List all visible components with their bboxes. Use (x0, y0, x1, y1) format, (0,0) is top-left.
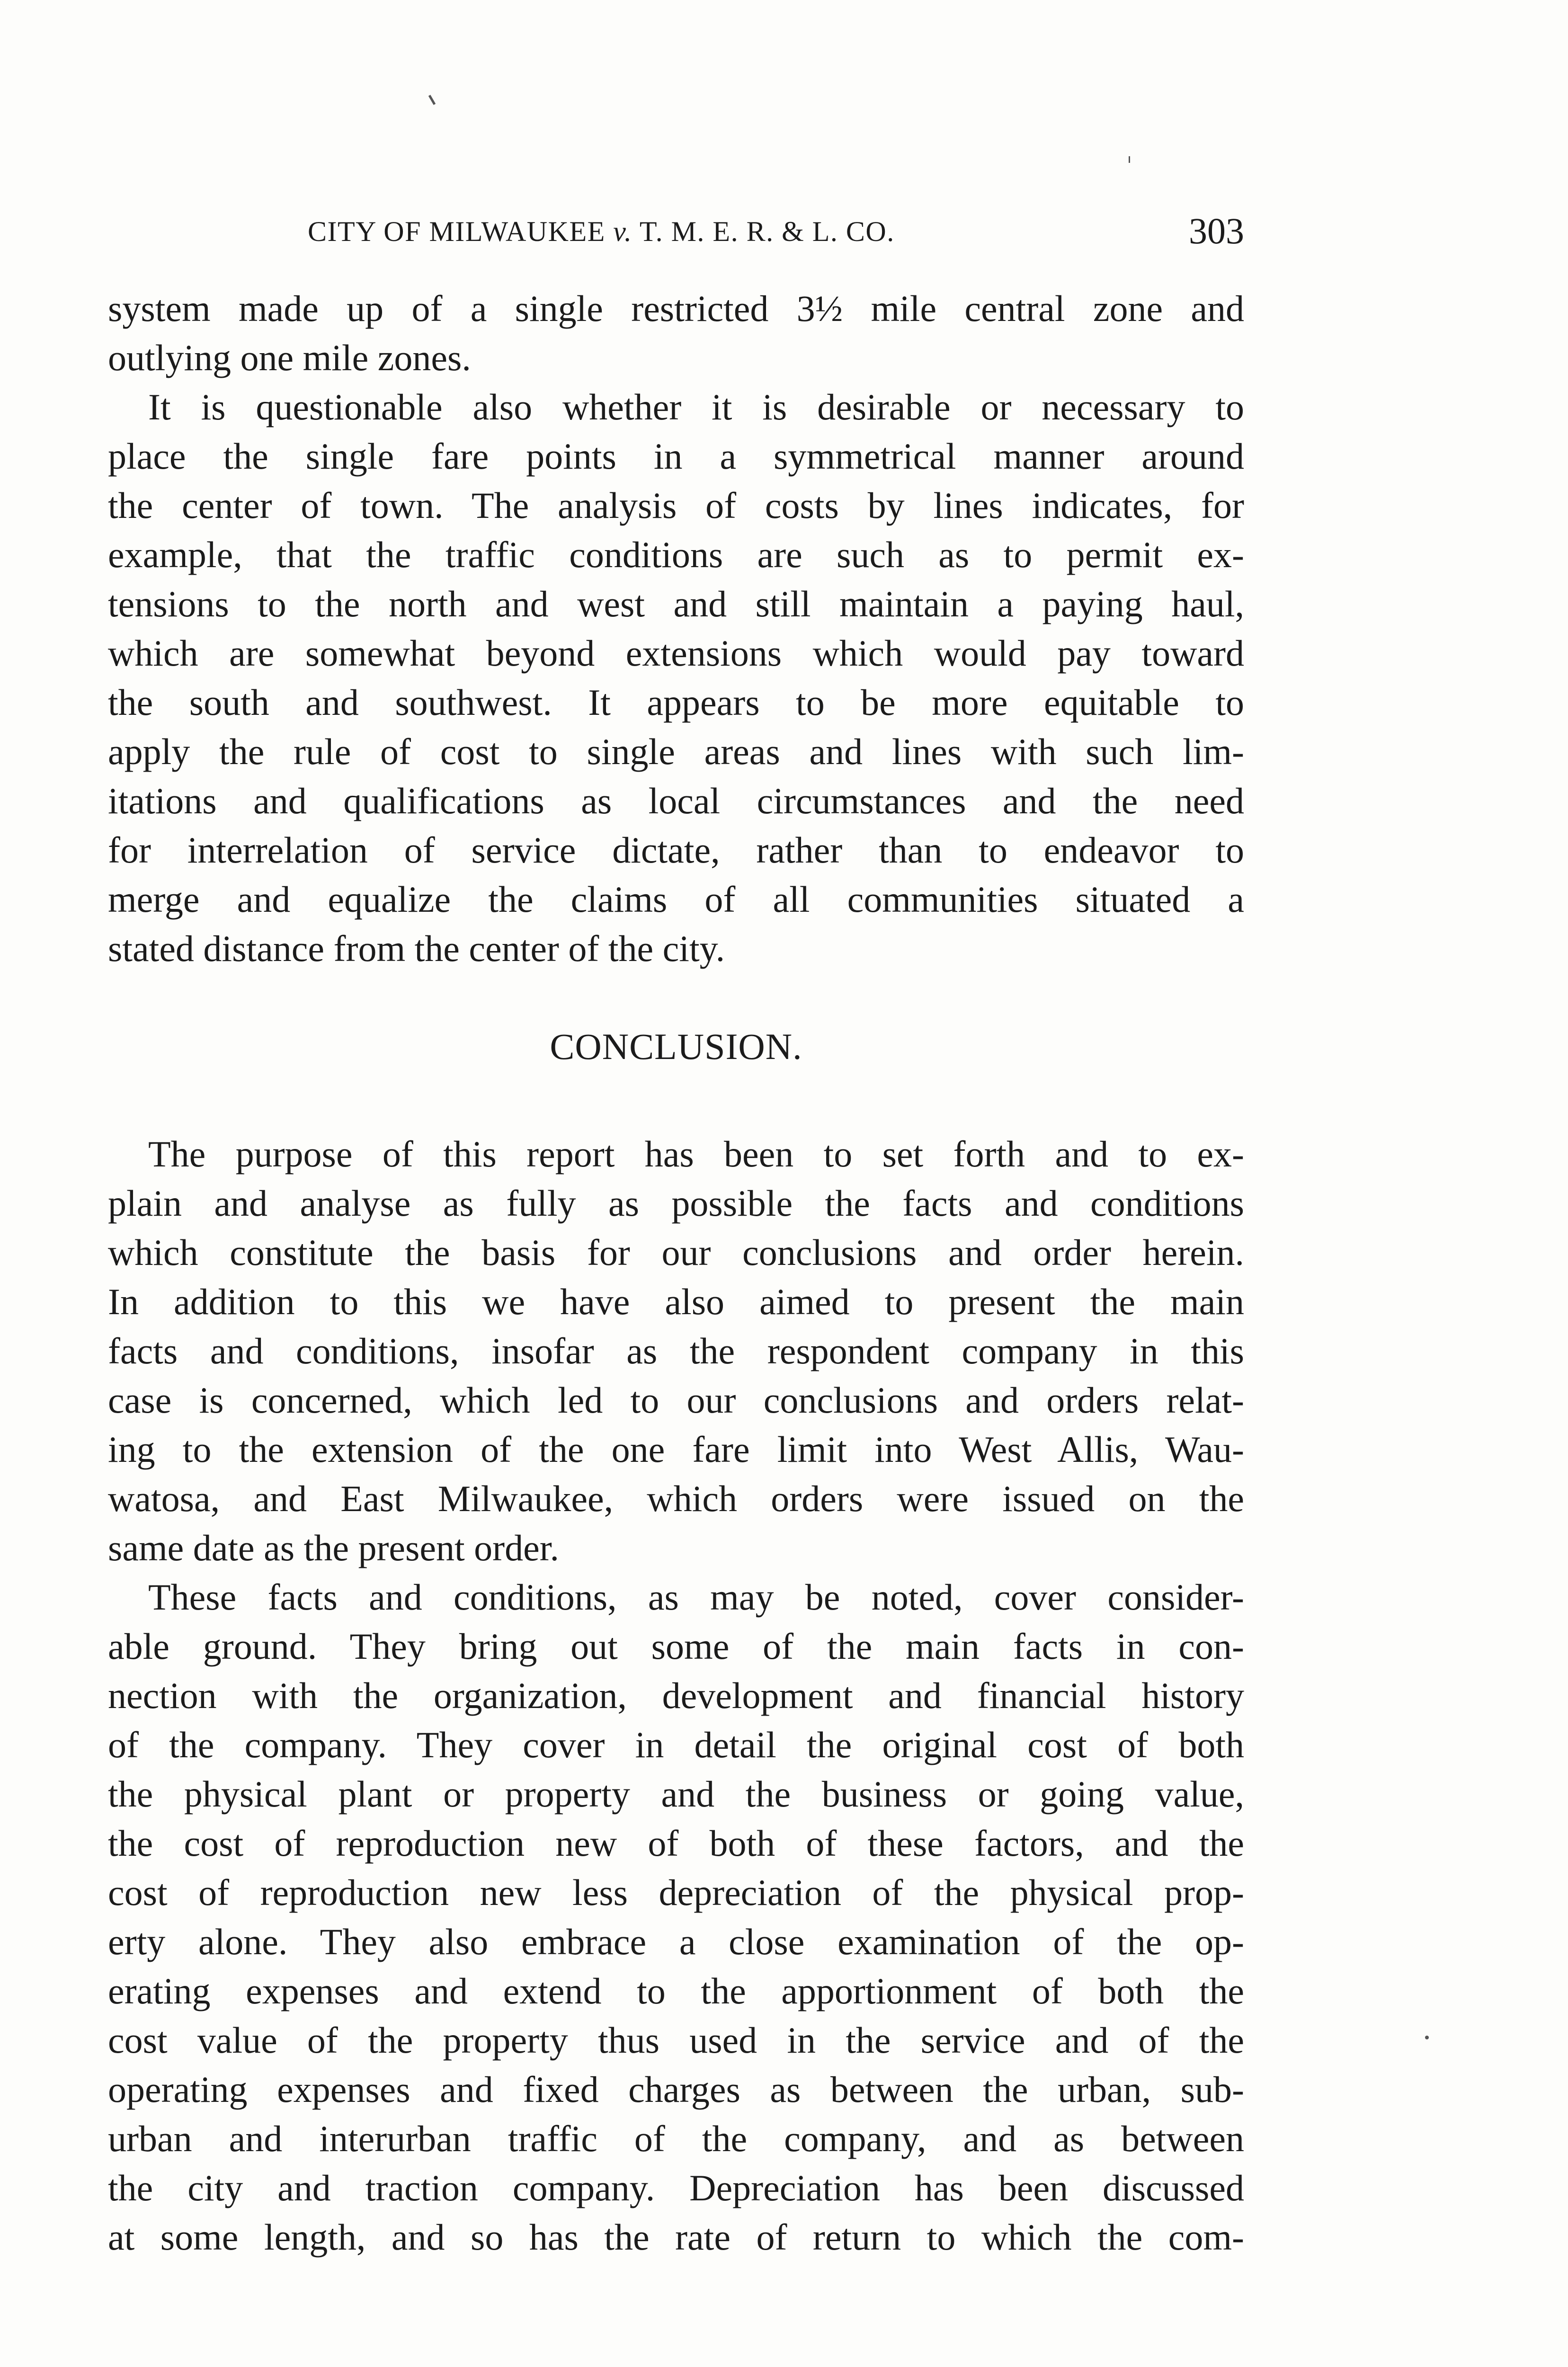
text-line: system made up of a single restricted 3½ mile central zone and (108, 288, 1244, 329)
text-line: cost value of the property thus used in the service and of the (108, 2020, 1244, 2061)
text-line: urban and interurban traffic of the company, and as between (108, 2118, 1244, 2159)
text-line: watosa, and East Milwaukee, which orders were issued on the (108, 1478, 1244, 1519)
text-line: outlying one mile zones. (108, 337, 471, 378)
text-line: These facts and conditions, as may be noted, cover consider- (148, 1576, 1244, 1618)
paragraph-report-purpose (108, 1130, 1244, 1573)
text-line: at some length, and so has the rate of return to which the com- (108, 2216, 1244, 2258)
text-line: for interrelation of service dictate, rather than to endeavor to (108, 829, 1244, 871)
text-line: the center of town. The analysis of costs by lines indicates, for (108, 485, 1244, 526)
text-line: cost of reproduction new less depreciation of the physical prop- (108, 1872, 1244, 1913)
scan-speck (1425, 2036, 1429, 2039)
text-line: of the company. They cover in detail the original cost of both (108, 1724, 1244, 1765)
text-line: which are somewhat beyond extensions which would pay toward (108, 632, 1244, 674)
page-number: 303 (1189, 210, 1244, 251)
scan-speck (428, 95, 436, 105)
text-line: tensions to the north and west and still maintain a paying haul, (108, 583, 1244, 624)
text-line: ing to the extension of the one fare limit into West Allis, Wau- (108, 1429, 1244, 1470)
text-line: case is concerned, which led to our conclusions and orders relat- (108, 1379, 1244, 1421)
text-line: operating expenses and fixed charges as between the urban, sub- (108, 2069, 1244, 2110)
paragraph-facts-and-conditions (108, 1573, 1244, 2262)
text-line: stated distance from the center of the city. (108, 928, 725, 969)
section-heading-conclusion: CONCLUSION. (550, 1026, 802, 1067)
body-text (108, 284, 1244, 2262)
text-line: itations and qualifications as local circumstances and the need (108, 780, 1244, 821)
text-line: able ground. They bring out some of the main facts in con- (108, 1626, 1244, 1667)
text-line: example, that the traffic conditions are such as to permit ex- (108, 534, 1244, 575)
paragraph-single-fare-points (108, 383, 1244, 973)
text-line: apply the rule of cost to single areas and lines with such lim- (108, 731, 1244, 772)
text-line: It is questionable also whether it is desirable or necessary to (148, 386, 1244, 427)
text-line: the city and traction company. Depreciation has been discussed (108, 2167, 1244, 2208)
text-line: which constitute the basis for our conclusions and order herein. (108, 1232, 1244, 1273)
text-line: plain and analyse as fully as possible the facts and conditions (108, 1183, 1244, 1224)
scan-speck (1129, 156, 1130, 163)
text-line: the cost of reproduction new of both of these factors, and the (108, 1823, 1244, 1864)
text-line: facts and conditions, insofar as the respondent company in this (108, 1330, 1244, 1371)
text-line: place the single fare points in a symmetrical manner around (108, 436, 1244, 477)
text-line: In addition to this we have also aimed to present the main (108, 1281, 1244, 1322)
text-line: erating expenses and extend to the apportionment of both the (108, 1970, 1244, 2011)
text-line: merge and equalize the claims of all communities situated a (108, 879, 1244, 920)
text-line: same date as the present order. (108, 1527, 559, 1568)
running-head-part-1: CITY OF MILWAUKEE (308, 216, 614, 247)
running-head (308, 215, 895, 248)
running-head-part-2: T. M. E. R. & L. CO. (632, 216, 895, 247)
running-head-v: v. (613, 216, 633, 247)
text-line: the physical plant or property and the business or going value, (108, 1773, 1244, 1815)
text-line: The purpose of this report has been to set forth and to ex- (148, 1133, 1244, 1175)
text-line: the south and southwest. It appears to be more equitable to (108, 682, 1244, 723)
page-header (108, 201, 1244, 258)
text-line: nection with the organization, development and financial history (108, 1675, 1244, 1716)
paragraph-zone-system (108, 284, 1244, 383)
text-line: erty alone. They also embrace a close examination of the op- (108, 1921, 1244, 1962)
